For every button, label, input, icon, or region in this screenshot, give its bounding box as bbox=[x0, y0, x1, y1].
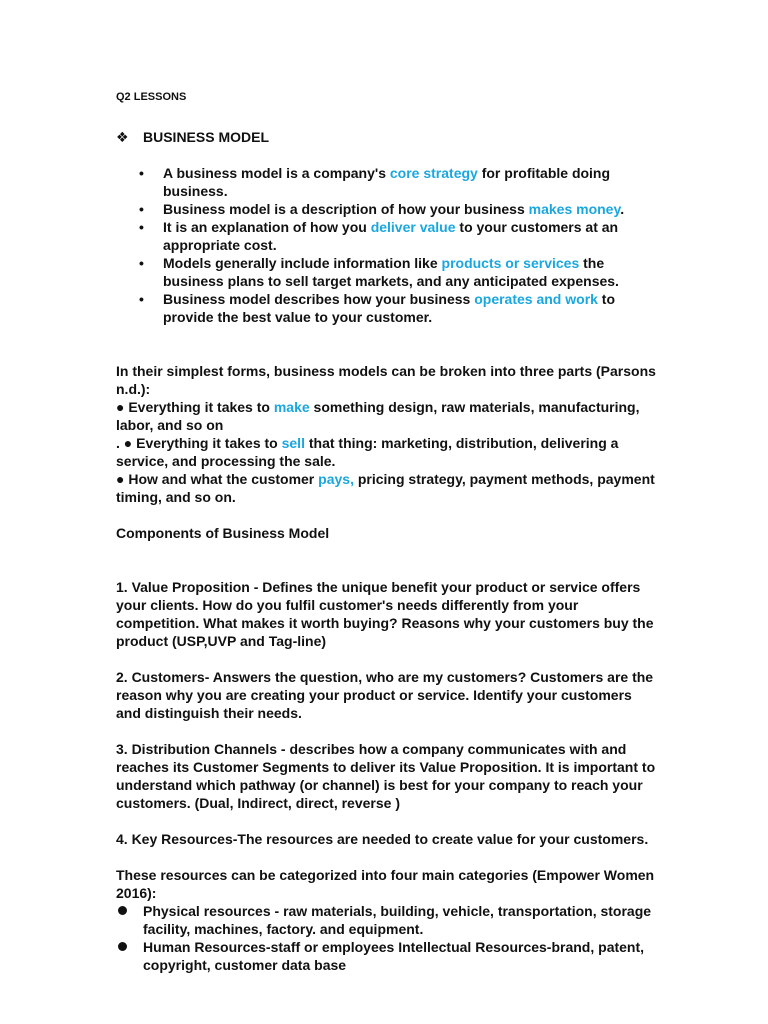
highlight-text: makes money bbox=[528, 201, 621, 217]
highlight-text: products or services bbox=[441, 255, 580, 271]
list-item: • Business model describes how your business operates and work to provide the best value to your customer. bbox=[116, 290, 656, 326]
components-heading: Components of Business Model bbox=[116, 525, 330, 541]
highlight-text: core strategy bbox=[389, 165, 478, 181]
list-item: • Models generally include information like products or services the business plans to sell target markets, and any anticipated expenses. bbox=[116, 254, 656, 290]
page-title: Q2 LESSONS bbox=[116, 91, 187, 103]
business-model-list bbox=[116, 164, 656, 326]
component-value-proposition: 1. Value Proposition - Defines the unique benefit your product or service offers your clients. How do you fulfil customer's needs differently from your competition. What makes it worth buying? Reasons why your customers buy the product (USP,UVP and Tag-line) bbox=[116, 579, 654, 649]
highlight-text: make bbox=[273, 399, 310, 415]
highlight-text: sell bbox=[281, 435, 305, 451]
part-pays: ● How and what the customer pays, pricing strategy, payment methods, payment timing, and so on. bbox=[116, 471, 655, 505]
section-heading bbox=[116, 128, 656, 146]
part-make: ● Everything it takes to make something design, raw materials, manufacturing, labor, and so on bbox=[116, 399, 640, 433]
parts-intro: In their simplest forms, business models can be broken into three parts (Parsons n.d.): bbox=[116, 363, 656, 397]
component-key-resources: 4. Key Resources-The resources are needed to create value for your customers. bbox=[116, 831, 649, 847]
list-item: • A business model is a company's core strategy for profitable doing business. bbox=[116, 164, 656, 200]
list-item: Physical resources - raw materials, building, vehicle, transportation, storage facility, machines, factory. and equipment. bbox=[116, 902, 656, 938]
component-customers: 2. Customers- Answers the question, who are my customers? Customers are the reason why you are creating your product or service. Identify your customers and distinguish their needs. bbox=[116, 669, 654, 721]
resources-intro: These resources can be categorized into four main categories (Empower Women 2016): bbox=[116, 867, 655, 901]
component-distribution-channels: 3. Distribution Channels - describes how a company communicates with and reaches its Customer Segments to deliver its Value Proposition. It is important to understand which pathway (or channel) is best for your company to reach your customers. (Dual, Indirect, direct, reverse ) bbox=[116, 741, 656, 811]
highlight-text: pays, bbox=[318, 471, 354, 487]
list-item: • It is an explanation of how you deliver value to your customers at an appropriate cost. bbox=[116, 218, 656, 254]
document-body bbox=[116, 84, 656, 974]
list-item: Human Resources-staff or employees Intellectual Resources-brand, patent, copyright, customer data base bbox=[116, 938, 656, 974]
diamond-bullet-icon: ❖ bbox=[116, 129, 129, 145]
highlight-text: operates and work bbox=[474, 291, 598, 307]
highlight-text: deliver value bbox=[370, 219, 456, 235]
section-heading-text: BUSINESS MODEL bbox=[143, 129, 270, 145]
part-sell: . ● Everything it takes to sell that thing: marketing, distribution, delivering a service, and processing the sale. bbox=[116, 435, 619, 469]
list-item: • Business model is a description of how your business makes money. bbox=[116, 200, 656, 218]
resources-list bbox=[116, 902, 656, 974]
